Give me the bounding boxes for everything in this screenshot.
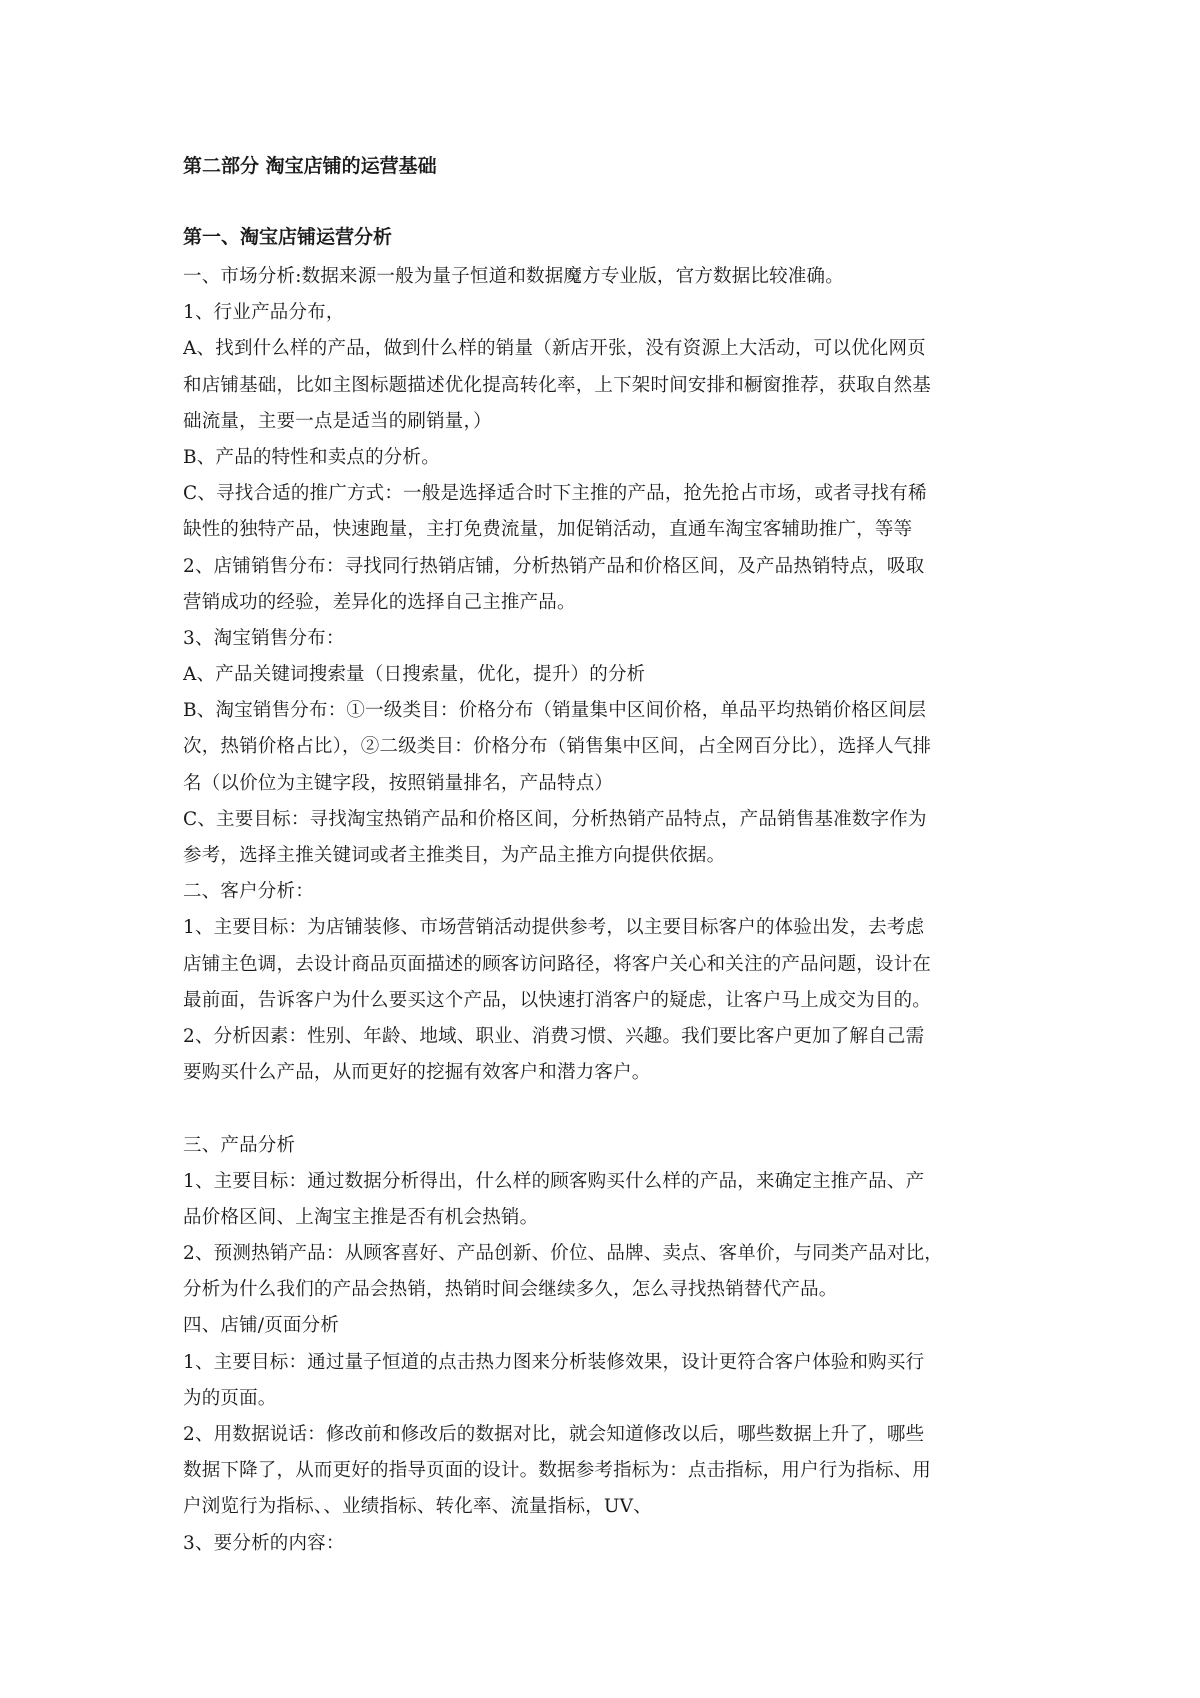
text-line: 1、主要目标：通过数据分析得出，什么样的顾客购买什么样的产品，来确定主推产品、产 (183, 1170, 925, 1192)
section-title: 第一、淘宝店铺运营分析 (183, 226, 393, 248)
text-line: 一、市场分析:数据来源一般为量子恒道和数据魔方专业版，官方数据比较准确。 (183, 266, 844, 287)
text-line: 四、店铺/页面分析 (183, 1315, 340, 1337)
text-line: 础流量，主要一点是适当的刷销量，） (183, 410, 492, 432)
text-line: 2、预测热销产品：从顾客喜好、产品创新、价位、品牌、卖点、客单价，与同类产品对比， (183, 1243, 943, 1265)
blank-line (183, 1091, 1023, 1127)
text-line: 3、淘宝销售分布： (183, 627, 345, 649)
text-line: 分析为什么我们的产品会热销，热销时间会继续多久，怎么寻找热销替代产品。 (183, 1279, 838, 1301)
text-line: A、找到什么样的产品，做到什么样的销量（新店开张，没有资源上大活动，可以优化网页 (183, 338, 926, 360)
text-line: B、产品的特性和卖点的分析。 (183, 446, 440, 468)
text-line: 要购买什么产品，从而更好的挖掘有效客户和潜力客户。 (183, 1062, 651, 1084)
text-line: 参考，选择主推关键词或者主推类目，为产品主推方向提供依据。 (183, 845, 726, 866)
text-line: 三、产品分析 (183, 1134, 296, 1156)
text-line: 2、分析因素：性别、年龄、地域、职业、消费习惯、兴趣。我们要比客户更加了解自己需 (183, 1025, 925, 1047)
text-line: 为的页面。 (183, 1387, 277, 1409)
text-line: 名（以价位为主键字段，按照销量排名，产品特点） (183, 772, 614, 794)
text-line: 1、主要目标：为店铺装修、市场营销活动提供参考，以主要目标客户的体验出发，去考虑 (183, 917, 925, 939)
part-title: 第二部分 淘宝店铺的运营基础 (183, 155, 437, 177)
text-line: 和店铺基础，比如主图标题描述优化提高转化率，上下架时间安排和橱窗推荐，获取自然基 (183, 374, 932, 396)
text-line: 数据下降了，从而更好的指导页面的设计。数据参考指标为：点击指标，用户行为指标、用 (183, 1460, 932, 1482)
text-line: C、主要目标：寻找淘宝热销产品和价格区间，分析热销产品特点，产品销售基准数字作为 (183, 808, 927, 830)
text-line: 次，热销价格占比），②二级类目：价格分布（销售集中区间，占全网百分比），选择人气排 (183, 736, 932, 758)
text-line: 最前面，告诉客户为什么要买这个产品，以快速打消客户的疑虑，让客户马上成交为目的。 (183, 989, 932, 1011)
text-line: B、淘宝销售分布：①一级类目：价格分布（销量集中区间价格，单品平均热销价格区间层 (183, 700, 927, 722)
text-line: 2、用数据说话：修改前和修改后的数据对比，就会知道修改以后，哪些数据上升了，哪些 (183, 1424, 925, 1445)
text-line: 缺性的独特产品，快速跑量，主打免费流量，加促销活动，直通车淘宝客辅助推广，等等 (183, 519, 913, 541)
text-line: 2、店铺销售分布：寻找同行热销店铺，分析热销产品和价格区间，及产品热销特点，吸取 (183, 555, 925, 577)
text-line: 店铺主色调，去设计商品页面描述的顾客访问路径，将客户关心和关注的产品问题，设计在 (183, 953, 932, 975)
text-line: 营销成功的经验，差异化的选择自己主推产品。 (183, 591, 576, 613)
text-line: 户浏览行为指标、、业绩指标、转化率、流量指标，UV、 (183, 1496, 652, 1518)
text-line: C、寻找合适的推广方式：一般是选择适合时下主推的产品，抢先抢占市场，或者寻找有稀 (183, 483, 927, 505)
text-line: 品价格区间、上淘宝主推是否有机会热销。 (183, 1206, 539, 1228)
text-line: 二、客户分析： (183, 881, 314, 903)
body-text (183, 259, 1023, 1562)
text-line: 1、主要目标：通过量子恒道的点击热力图来分析装修效果，设计更符合客户体验和购买行 (183, 1351, 925, 1373)
text-line: 3、要分析的内容： (183, 1532, 345, 1554)
text-line: 1、行业产品分布， (183, 302, 345, 324)
text-line: A、产品关键词搜索量（日搜索量，优化，提升）的分析 (183, 664, 646, 686)
